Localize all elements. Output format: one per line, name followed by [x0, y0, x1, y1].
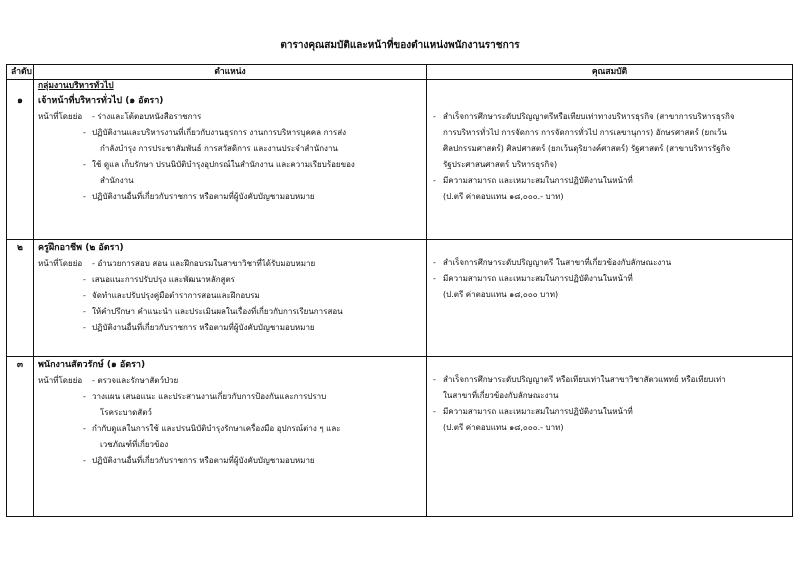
position-title: ครูฝึกอาชีพ (๒ อัตรา) — [38, 243, 124, 253]
qual-item-cont: ในสาขาที่เกี่ยวข้องกับลักษณะงาน — [443, 391, 559, 400]
qual-item-cont: การบริหารทั่วไป การจัดการ การจัดการทั่วไป การเลขานุการ) อักษรศาสตร์ (ยกเว้น — [443, 128, 727, 137]
duty-item: หน้าที่โดยย่อ - อำนวยการสอบ สอน และฝึกอบรมในสาขาวิชาที่ได้รับมอบหมาย — [38, 259, 316, 268]
duty-item: หน้าที่โดยย่อ - ร่างและโต้ตอบหนังสือราชการ — [38, 112, 202, 121]
duty-item: - เสนอแนะการปรับปรุง และพัฒนาหลักสูตร — [38, 272, 422, 288]
qual-item-cont: ศิลปกรรมศาสตร์) ศิลปศาสตร์ (ยกเว้นดุริยางค์ศาสตร์) รัฐศาสตร์ (สาขาบริหารรัฐกิจ — [443, 144, 731, 153]
duty-item: - ปฏิบัติงานอื่นที่เกี่ยวกับราชการ หรือตามที่ผู้บังคับบัญชามอบหมาย — [38, 320, 422, 336]
document-title: ตารางคุณสมบัติและหน้าที่ของตำแหน่งพนักงานราชการ — [280, 40, 520, 51]
row-number: ๒ — [7, 240, 34, 357]
duty-item-cont: สำนักงาน — [100, 176, 134, 185]
duty-item-cont: เวชภัณฑ์ที่เกี่ยวข้อง — [100, 440, 169, 449]
qual-item: - มีความสามารถ และเหมาะสมในการปฏิบัติงานในหน้าที่ — [431, 404, 788, 420]
table-row — [7, 240, 793, 357]
table-row — [7, 80, 793, 240]
duty-item-cont: โรคระบาดสัตว์ — [100, 408, 152, 417]
duty-item-cont: กำลังบำรุง การประชาสัมพันธ์ การสวัสดิการ และงานประจำสำนักงาน — [100, 144, 338, 153]
qual-item: - สำเร็จการศึกษาระดับปริญญาตรี ในสาขาที่เกี่ยวข้องกับลักษณะงาน — [431, 255, 788, 271]
duty-item: - ใช้ ดูแล เก็บรักษา ปรนนิบัติบำรุงอุปกรณ์ในสำนักงาน และความเรียบร้อยของ — [38, 157, 422, 173]
position-title: เจ้าหน้าที่บริหารทั่วไป (๑ อัตรา) — [38, 96, 164, 106]
duty-item: - ปฏิบัติงานอื่นที่เกี่ยวกับราชการ หรือตามที่ผู้บังคับบัญชามอบหมาย — [38, 189, 422, 205]
table-row — [7, 357, 793, 517]
duty-item: - วางแผน เสนอแนะ และประสานงานเกี่ยวกับการป้องกันและการปราบ — [38, 389, 422, 405]
position-cell — [34, 357, 427, 517]
qual-pay: (ป.ตรี ค่าตอบแทน ๑๘,๐๐๐.- บาท) — [443, 192, 564, 201]
header-row — [7, 65, 793, 80]
qualification-cell — [427, 80, 793, 240]
row-number: ๓ — [7, 357, 34, 517]
qual-item: - สำเร็จการศึกษาระดับปริญญาตรีหรือเทียบเท่าทางบริหารธุรกิจ (สาขาการบริหารธุรกิจ — [431, 109, 788, 125]
duty-item: - ให้คำปรึกษา คำแนะนำ และประเมินผลในเรื่องที่เกี่ยวกับการเรียนการสอน — [38, 304, 422, 320]
qualification-table — [6, 64, 793, 517]
qual-pay: (ป.ตรี ค่าตอบแทน ๑๘,๐๐๐ บาท) — [443, 290, 559, 299]
group-heading: กลุ่มงานบริหารทั่วไป — [38, 81, 114, 91]
position-title: พนักงานสัตวรักษ์ (๑ อัตรา) — [38, 360, 146, 370]
duty-item: - กำกับดูแลในการใช้ และปรนนิบัติบำรุงรักษาเครื่องมือ อุปกรณ์ต่าง ๆ และ — [38, 421, 422, 437]
qualification-cell — [427, 357, 793, 517]
qual-item: - สำเร็จการศึกษาระดับปริญญาตรี หรือเทียบเท่าในสาขาวิชาสัตวแพทย์ หรือเทียบเท่า — [431, 372, 788, 388]
qual-item-cont: รัฐประศาสนศาสตร์ บริหารธุรกิจ) — [443, 160, 558, 169]
qualification-cell — [427, 240, 793, 357]
position-cell — [34, 240, 427, 357]
qual-pay: (ป.ตรี ค่าตอบแทน ๑๘,๐๐๐.- บาท) — [443, 423, 564, 432]
qual-item: - มีความสามารถ และเหมาะสมในการปฏิบัติงานในหน้าที่ — [431, 173, 788, 189]
header-position: ตำแหน่ง — [34, 65, 427, 80]
header-qualification: คุณสมบัติ — [427, 65, 793, 80]
duty-item: - ปฏิบัติงานและบริหารงานที่เกี่ยวกับงานธุรการ งานการบริหารบุคคล การส่ง — [38, 125, 422, 141]
duty-item: - จัดทำและปรับปรุงคู่มือตำราการสอนและฝึกอบรม — [38, 288, 422, 304]
qual-item: - มีความสามารถ และเหมาะสมในการปฏิบัติงานในหน้าที่ — [431, 271, 788, 287]
duty-item: - ปฏิบัติงานอื่นที่เกี่ยวกับราชการ หรือตามที่ผู้บังคับบัญชามอบหมาย — [38, 453, 422, 469]
row-number: ๑ — [7, 80, 34, 240]
header-no: ลำดับ — [7, 65, 34, 80]
position-cell — [34, 80, 427, 240]
duty-item: หน้าที่โดยย่อ - ตรวจและรักษาสัตว์ป่วย — [38, 376, 179, 385]
